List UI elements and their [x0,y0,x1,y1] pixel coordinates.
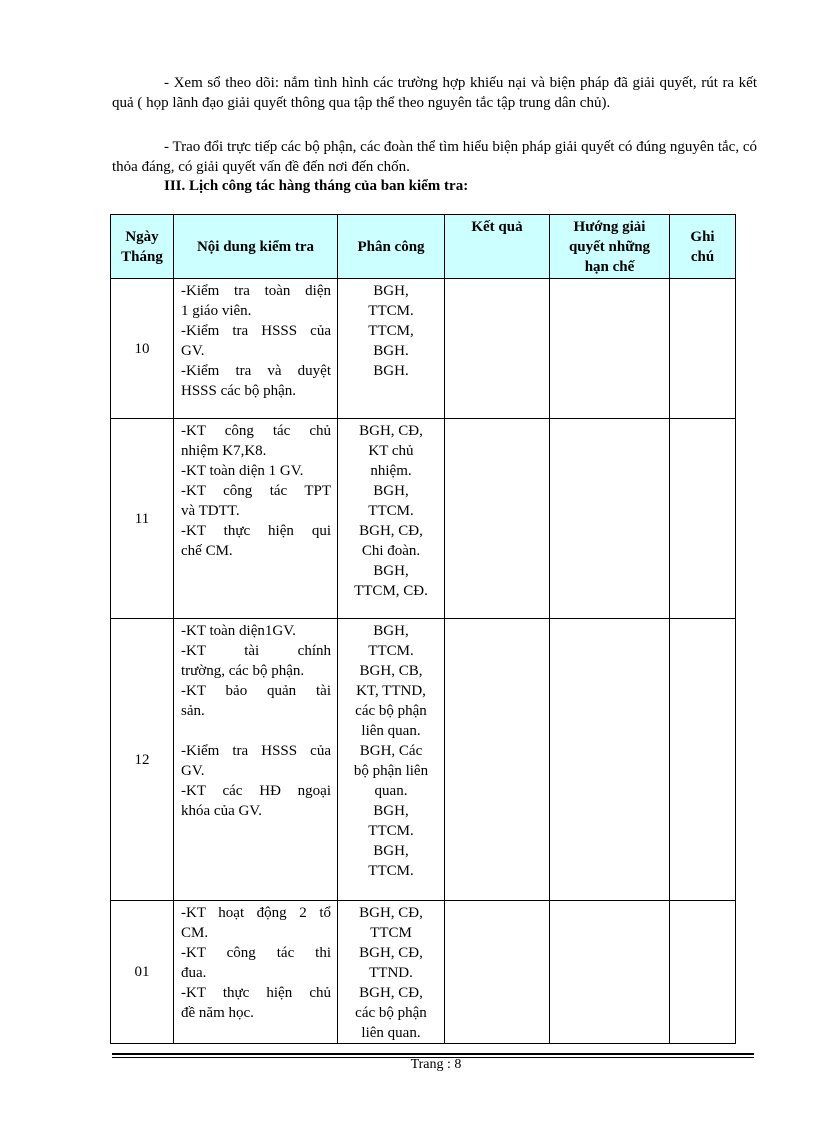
content-line: -Kiểm tra và duyệt [181,363,331,379]
assign-cell [338,279,445,419]
section-heading: III. Lịch công tác hàng tháng của ban kiểm tra: [164,178,469,194]
table-row [111,901,736,1044]
assign-cell [338,619,445,901]
paragraph-direct-exchange: - Trao đổi trực tiếp các bộ phận, các đoàn thể tìm hiểu biện pháp giải quyết có đúng nguyên tắc, có thỏa đáng, có giải quyết vấn đề đến nơi đến chốn. [112,139,757,175]
note-cell [670,419,736,619]
content-line: CM. [181,925,209,941]
content-line: HSSS các bộ phận. [181,383,296,399]
assign-line: BGH, [373,283,409,299]
content-cell [174,279,338,419]
content-line: -KT thực hiện chủ [181,985,331,1001]
content-line: -KT thực hiện qui [181,523,331,539]
content-line: trường, các bộ phận. [181,663,305,679]
header-result: Kết quả [445,215,550,279]
content-line: sản. [181,703,205,719]
assign-line: BGH, CB, [359,663,423,679]
table-row [111,419,736,619]
month-cell: 12 [111,619,174,901]
content-line: đua. [181,965,207,981]
content-line: -KT công tác TPT [181,483,331,499]
month-cell: 11 [111,419,174,619]
content-line: GV. [181,763,205,779]
assign-line: BGH, CĐ, [359,423,423,439]
footer-rule [112,1053,754,1055]
page-number: Trang : 8 [410,1057,462,1072]
content-line: -KT công tác chủ [181,423,331,439]
assign-line: BGH, [373,623,409,639]
content-cell [174,901,338,1044]
result-cell [445,279,550,419]
assign-line: KT chủ [368,443,414,459]
assign-line: liên quan. [361,1025,421,1041]
assign-line: TTCM. [368,503,414,519]
assign-line: liên quan. [361,723,421,739]
content-line: 1 giáo viên. [181,303,252,319]
content-line: chế CM. [181,543,233,559]
content-line [181,721,331,741]
table-row [111,279,736,419]
content-cell [174,419,338,619]
content-line: -KT các HĐ ngoại [181,783,331,799]
header-content: Nội dung kiểm tra [174,215,338,279]
content-line: đề năm học. [181,1005,254,1021]
assign-cell [338,901,445,1044]
content-line: -Kiểm tra HSSS của [181,323,331,339]
direction-cell [550,419,670,619]
assign-line: BGH, CĐ, [359,985,423,1001]
assign-line: BGH, CĐ, [359,905,423,921]
paragraph-complaint-log: - Xem sổ theo dõi: nắm tình hình các trường hợp khiếu nại và biện pháp đã giải quyết, rút ra kết quả ( họp lãnh đạo giải quyết thông qua tập thể theo nguyên tắc tập trung dân chủ). [112,75,757,111]
content-line: -KT toàn diện1GV. [181,623,296,639]
header-month: Ngày Tháng [111,215,174,279]
content-cell [174,619,338,901]
direction-cell [550,619,670,901]
assign-line: Chi đoàn. [361,543,421,559]
assign-line: BGH, [373,843,409,859]
content-line: GV. [181,343,205,359]
assign-line: các bộ phận [355,1005,427,1021]
content-line: -KT toàn diện 1 GV. [181,463,304,479]
assign-line: BGH, [373,563,409,579]
assign-line: nhiệm. [370,463,412,479]
header-assign: Phân công [338,215,445,279]
content-line: -KT hoạt động 2 tổ [181,905,331,921]
assign-line: TTCM. [368,643,414,659]
content-line: -KT công tác thi [181,945,331,961]
assign-line: TTCM. [368,863,414,879]
assign-line: TTCM [370,925,412,941]
result-cell [445,419,550,619]
assign-line: TTCM. [368,303,414,319]
table-header-row [111,215,736,279]
assign-line: TTCM. [368,823,414,839]
header-note: Ghi chú [670,215,736,279]
assign-line: TTCM, [368,323,414,339]
direction-cell [550,901,670,1044]
table-body [111,279,736,1044]
month-cell: 01 [111,901,174,1044]
assign-line: KT, TTND, [356,683,426,699]
assign-line: BGH, [373,803,409,819]
table-row [111,619,736,901]
month-cell: 10 [111,279,174,419]
assign-line: BGH. [373,343,409,359]
assign-line: quan. [374,783,408,799]
content-line: -KT tài chính [181,643,331,659]
result-cell [445,901,550,1044]
content-line: -KT bảo quản tài [181,683,331,699]
schedule-table [110,214,736,1044]
content-line: -Kiểm tra HSSS của [181,743,331,759]
content-line: -Kiểm tra toàn diện [181,283,331,299]
note-cell [670,619,736,901]
assign-line: BGH, CĐ, [359,523,423,539]
assign-line: BGH, Các [359,743,423,759]
assign-line: BGH, [373,483,409,499]
assign-cell [338,419,445,619]
assign-line: BGH. [373,363,409,379]
content-line: và TDTT. [181,503,240,519]
assign-line: BGH, CĐ, [359,945,423,961]
assign-line: TTND. [369,965,413,981]
assign-line: các bộ phận [355,703,427,719]
assign-line: TTCM, CĐ. [354,583,428,599]
note-cell [670,279,736,419]
note-cell [670,901,736,1044]
header-direction: Hướng giải quyết những hạn chế [550,215,670,279]
content-line: nhiệm K7,K8. [181,443,267,459]
content-line: khóa của GV. [181,803,262,819]
assign-line: bộ phận liên [353,763,429,779]
result-cell [445,619,550,901]
direction-cell [550,279,670,419]
